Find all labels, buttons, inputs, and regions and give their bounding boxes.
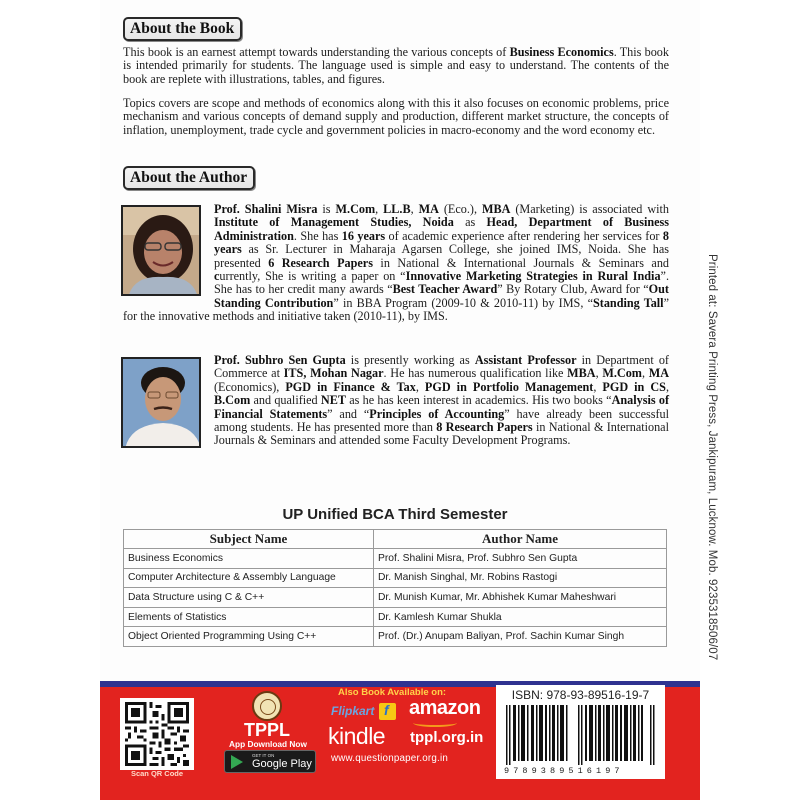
table-row [124, 607, 667, 627]
author-bio-subhro-sen-gupta: Prof. Subhro Sen Gupta is presently working as Assistant Professor in Department of Commerce at ITS, Mohan Nagar. He has numerous qualification like MBA, M.Com, MA (Economics), PGD in Finance & Tax, PGD in Portfolio Management, PGD in CS, B.Com and qualified NET as he has keen interest in academics. His two books “Analysis of Financial Statements” and “Principles of Accounting” have already been successful among students. He has presented more than 8 Research Papers in National & International Journals & Seminars and attended some Faculty Development Programs. [214, 353, 670, 448]
author-cell: Dr. Kamlesh Kumar Shukla [374, 607, 667, 627]
questionpaper-website-link[interactable]: www.questionpaper.org.in [331, 753, 448, 764]
amazon-smile-icon [413, 719, 457, 727]
printer-note: Printed at: Savera Printing Press, Jankipuram, Lucknow. Mob. 9235318506/07 [706, 254, 718, 661]
flipkart-bag-icon [379, 703, 396, 720]
google-play-label: Google Play [252, 758, 312, 770]
photo-wrap-spacer [123, 203, 214, 310]
qr-label: Scan QR Code [130, 769, 184, 778]
table-header-row [124, 530, 667, 549]
author-photo-subhro [121, 357, 201, 448]
column-header-subject: Subject Name [124, 530, 374, 549]
author-cell: Dr. Munish Kumar, Mr. Abhishek Kumar Maheshwari [374, 588, 667, 608]
subject-cell: Elements of Statistics [124, 607, 374, 627]
subjects-table [123, 529, 667, 647]
tppl-logo-icon [252, 691, 282, 721]
about-book-heading: About the Book [123, 17, 242, 41]
person-photo-icon [123, 359, 201, 448]
about-book-paragraph-1: This book is an earnest attempt towards understanding the various concepts of Business Economics. This book is intended primarily for students. The language used is simple and easy to understand. The contents of the book are replete with illustrations, tables, and figures. [123, 45, 669, 86]
qr-code[interactable] [120, 698, 194, 770]
barcode-icon [504, 705, 657, 765]
table-row [124, 627, 667, 647]
isbn-label: ISBN: 978-93-89516-19-7 [511, 688, 650, 702]
table-title: UP Unified BCA Third Semester [282, 506, 508, 523]
google-play-small-text: GET IT ON [252, 753, 275, 758]
flipkart-logo[interactable]: Flipkart [331, 704, 375, 718]
amazon-logo[interactable]: amazon [409, 697, 481, 719]
footer-band [100, 681, 700, 800]
column-header-author: Author Name [374, 530, 667, 549]
author-bio-shalini-misra: Prof. Shalini Misra is M.Com, LL.B, MA (Eco.), MBA (Marketing) is associated with Institute of Management Studies, Noida as Head, Department of Business Administration. She has 16 years of academic experience after rendering her services for 8 years as Sr. Lecturer in Maharaja Agarsen College, she joined IMS, Noida. She has presented 6 Research Papers in National & International Journals & Seminars and currently, She is writing a paper on “Innovative Marketing Strategies in Rural India”. She has to her credit many awards “Best Teacher Award” By Rotary Club, Award for “Out Standing Contribution” in BBA Program (2009-10 & 2010-11) by IMS, “Standing Tall” for the innovative methods and initiative taken (2010-11), by IMS. [123, 202, 670, 324]
subject-cell: Object Oriented Programming Using C++ [124, 627, 374, 647]
app-download-text: App Download Now [229, 739, 307, 749]
author-cell: Prof. (Dr.) Anupam Baliyan, Prof. Sachin Kumar Singh [374, 627, 667, 647]
author-cell: Prof. Shalini Misra, Prof. Subhro Sen Gupta [374, 549, 667, 569]
kindle-logo[interactable]: kindle [328, 723, 386, 749]
about-book-paragraph-2: Topics covers are scope and methods of economics along with this it also focuses on economic problems, price mechanism and various concepts of demand supply and production, different market structure, the concepts of inflation, unemployment, trade cycle and government policies in macro-economy and the word economy etc. [123, 96, 669, 137]
tppl-website-link[interactable]: tppl.org.in [410, 729, 484, 746]
qr-code-icon [124, 702, 190, 766]
publisher-name: TPPL [243, 720, 290, 740]
google-play-badge[interactable] [224, 750, 316, 773]
subject-cell: Business Economics [124, 549, 374, 569]
table-row [124, 549, 667, 569]
table-row [124, 588, 667, 608]
table-row [124, 568, 667, 588]
google-play-icon [231, 755, 243, 769]
author-cell: Dr. Manish Singhal, Mr. Robins Rastogi [374, 568, 667, 588]
isbn-barcode-box [496, 685, 665, 779]
about-author-heading: About the Author [123, 166, 255, 190]
subject-cell: Data Structure using C & C++ [124, 588, 374, 608]
subject-cell: Computer Architecture & Assembly Language [124, 568, 374, 588]
available-on-title: Also Book Available on: [338, 687, 447, 698]
isbn-digits: 9789389516197 [504, 766, 624, 776]
